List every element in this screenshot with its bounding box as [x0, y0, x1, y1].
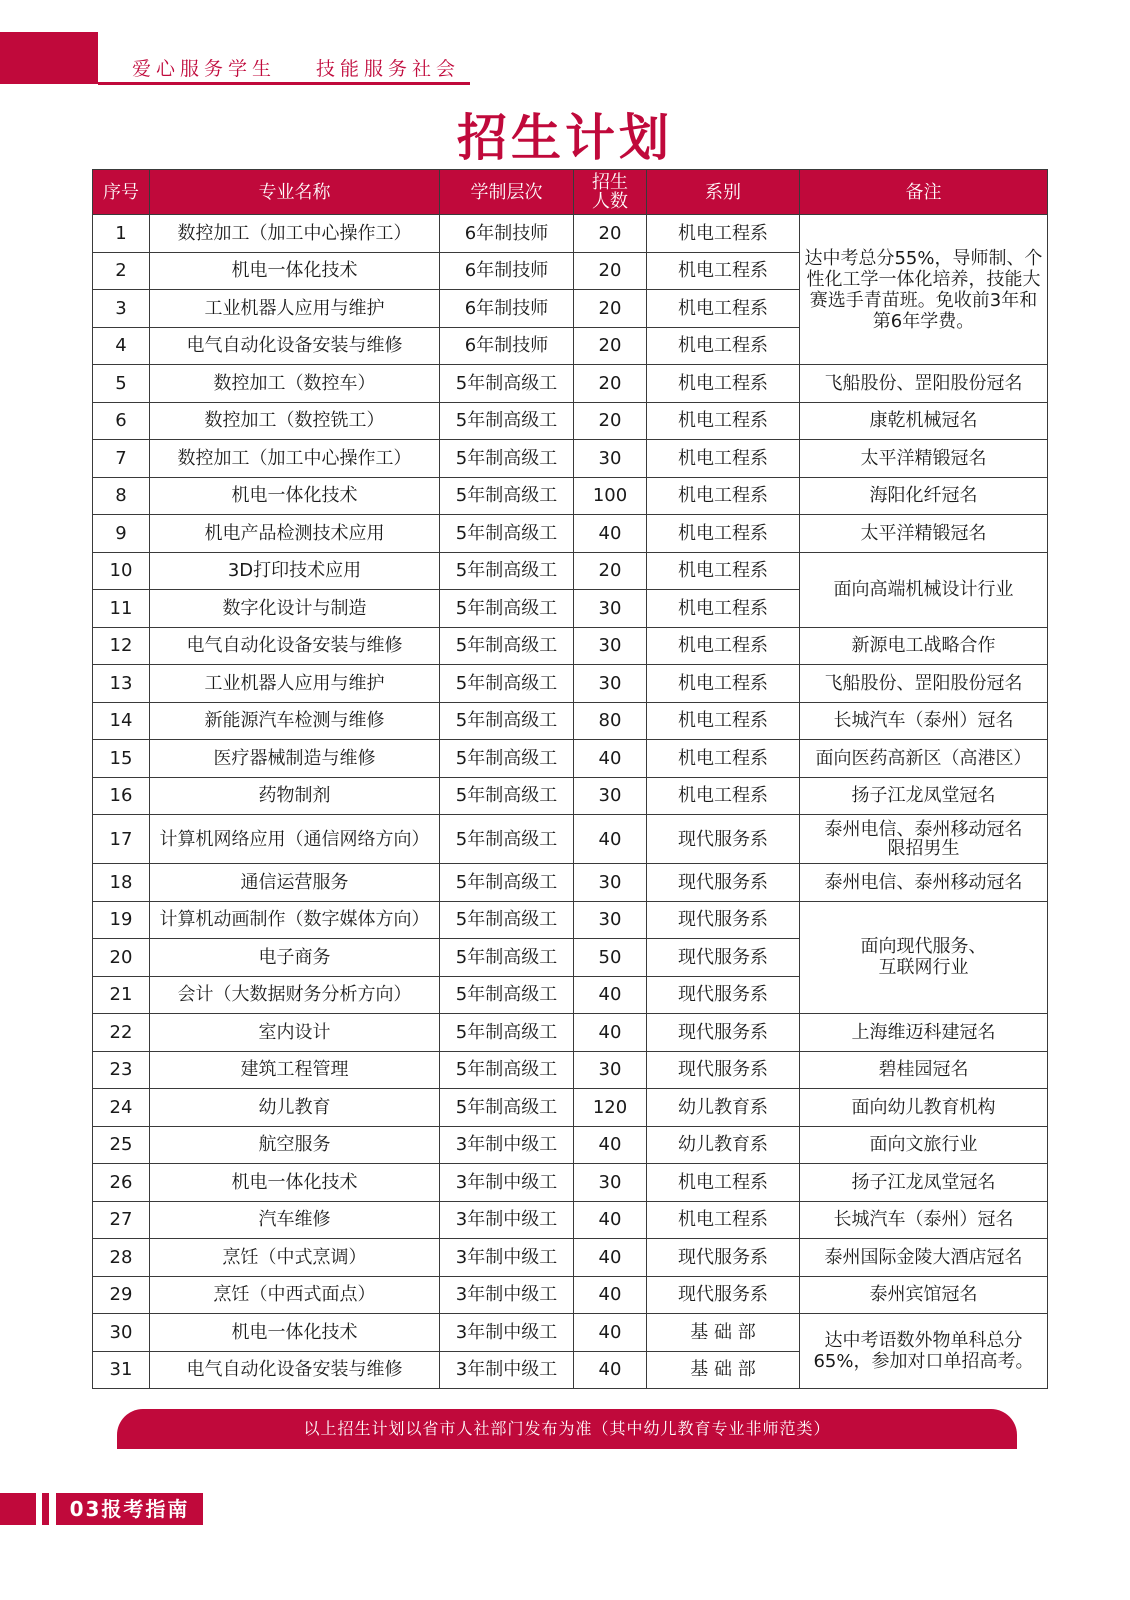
row-major: 数控加工（数控铣工） [150, 402, 440, 440]
row-note: 太平洋精锻冠名 [800, 440, 1048, 478]
row-no: 9 [93, 515, 150, 553]
row-no: 30 [93, 1314, 150, 1352]
row-dept: 机电工程系 [647, 740, 800, 778]
table-row [93, 901, 1048, 939]
row-major: 机电一体化技术 [150, 477, 440, 515]
row-count: 100 [574, 477, 647, 515]
row-level: 3年制中级工 [440, 1164, 574, 1202]
row-level: 5年制高级工 [440, 590, 574, 628]
row-dept: 基 础 部 [647, 1314, 800, 1352]
row-count: 40 [574, 1314, 647, 1352]
row-dept: 机电工程系 [647, 290, 800, 328]
row-level: 3年制中级工 [440, 1276, 574, 1314]
row-dept: 机电工程系 [647, 365, 800, 403]
row-no: 12 [93, 627, 150, 665]
row-no: 21 [93, 976, 150, 1014]
row-count: 20 [574, 215, 647, 253]
table-row [93, 777, 1048, 815]
row-dept: 幼儿教育系 [647, 1089, 800, 1127]
row-count: 40 [574, 1351, 647, 1389]
row-major: 电气自动化设备安装与维修 [150, 327, 440, 365]
row-major: 数控加工（数控车） [150, 365, 440, 403]
row-count: 40 [574, 740, 647, 778]
footer-accent-bar [42, 1493, 49, 1525]
table-row [93, 1126, 1048, 1164]
row-major: 机电产品检测技术应用 [150, 515, 440, 553]
row-no: 13 [93, 665, 150, 703]
row-note: 面向医药高新区（高港区） [800, 740, 1048, 778]
row-no: 23 [93, 1051, 150, 1089]
row-dept: 机电工程系 [647, 665, 800, 703]
row-dept: 机电工程系 [647, 1201, 800, 1239]
row-level: 5年制高级工 [440, 1089, 574, 1127]
row-count: 30 [574, 864, 647, 902]
row-no: 16 [93, 777, 150, 815]
row-dept: 现代服务系 [647, 815, 800, 864]
row-count: 40 [574, 1014, 647, 1052]
row-major: 烹饪（中式烹调） [150, 1239, 440, 1277]
row-no: 20 [93, 939, 150, 977]
row-note: 长城汽车（泰州）冠名 [800, 702, 1048, 740]
row-no: 4 [93, 327, 150, 365]
row-count: 30 [574, 1051, 647, 1089]
row-note: 扬子江龙凤堂冠名 [800, 1164, 1048, 1202]
row-count: 20 [574, 552, 647, 590]
row-dept: 现代服务系 [647, 1239, 800, 1277]
row-count: 120 [574, 1089, 647, 1127]
row-level: 5年制高级工 [440, 515, 574, 553]
header-level: 学制层次 [440, 170, 574, 215]
row-major: 机电一体化技术 [150, 252, 440, 290]
row-no: 31 [93, 1351, 150, 1389]
row-note: 面向幼儿教育机构 [800, 1089, 1048, 1127]
table-row [93, 665, 1048, 703]
row-count: 30 [574, 777, 647, 815]
row-note [800, 815, 1048, 864]
row-note: 康乾机械冠名 [800, 402, 1048, 440]
row-count: 30 [574, 665, 647, 703]
row-level: 5年制高级工 [440, 901, 574, 939]
row-dept: 现代服务系 [647, 939, 800, 977]
row-level: 5年制高级工 [440, 939, 574, 977]
merged-note-rows-30-31: 达中考语数外物单科总分65%，参加对口单招高考。 [800, 1314, 1048, 1389]
row-note: 飞船股份、罡阳股份冠名 [800, 365, 1048, 403]
row-dept: 机电工程系 [647, 515, 800, 553]
row-level: 5年制高级工 [440, 864, 574, 902]
enrollment-table [92, 169, 1048, 1389]
row-count: 40 [574, 1201, 647, 1239]
row-count: 20 [574, 365, 647, 403]
row-dept: 机电工程系 [647, 627, 800, 665]
row-note: 飞船股份、罡阳股份冠名 [800, 665, 1048, 703]
row-count: 50 [574, 939, 647, 977]
header-major: 专业名称 [150, 170, 440, 215]
row-no: 28 [93, 1239, 150, 1277]
row-major: 机电一体化技术 [150, 1164, 440, 1202]
row-count: 40 [574, 1276, 647, 1314]
row-level: 5年制高级工 [440, 402, 574, 440]
merged-note-line: 互联网行业 [878, 957, 969, 979]
row-dept: 机电工程系 [647, 215, 800, 253]
row-note-line: 泰州电信、泰州移动冠名 [824, 819, 1023, 840]
table-row [93, 1051, 1048, 1089]
row-major: 通信运营服务 [150, 864, 440, 902]
row-dept: 机电工程系 [647, 1164, 800, 1202]
row-count: 20 [574, 402, 647, 440]
row-level: 5年制高级工 [440, 665, 574, 703]
table-header-row [93, 170, 1048, 215]
header-accent-block [0, 32, 98, 84]
row-major: 数控加工（加工中心操作工） [150, 440, 440, 478]
row-dept: 机电工程系 [647, 477, 800, 515]
row-level: 6年制技师 [440, 252, 574, 290]
table-row [93, 864, 1048, 902]
row-level: 5年制高级工 [440, 365, 574, 403]
row-level: 5年制高级工 [440, 552, 574, 590]
row-note: 海阳化纤冠名 [800, 477, 1048, 515]
row-level: 6年制技师 [440, 290, 574, 328]
row-dept: 机电工程系 [647, 327, 800, 365]
row-no: 15 [93, 740, 150, 778]
row-dept: 机电工程系 [647, 552, 800, 590]
merged-note-rows-10-11: 面向高端机械设计行业 [800, 552, 1048, 627]
header-count [574, 170, 647, 215]
row-major: 数字化设计与制造 [150, 590, 440, 628]
table-row [93, 1014, 1048, 1052]
table-row [93, 1201, 1048, 1239]
row-no: 5 [93, 365, 150, 403]
row-major: 室内设计 [150, 1014, 440, 1052]
row-major: 建筑工程管理 [150, 1051, 440, 1089]
row-note-line: 限招男生 [887, 838, 960, 859]
row-major: 机电一体化技术 [150, 1314, 440, 1352]
footer-notice: 以上招生计划以省市人社部门发布为准（其中幼儿教育专业非师范类） [117, 1409, 1017, 1449]
row-no: 24 [93, 1089, 150, 1127]
row-no: 7 [93, 440, 150, 478]
row-level: 3年制中级工 [440, 1126, 574, 1164]
slogan-left: 爱心服务学生 [132, 58, 277, 80]
row-level: 5年制高级工 [440, 702, 574, 740]
table-row [93, 1164, 1048, 1202]
row-level: 3年制中级工 [440, 1314, 574, 1352]
row-major: 数控加工（加工中心操作工） [150, 215, 440, 253]
row-count: 20 [574, 327, 647, 365]
row-count: 40 [574, 815, 647, 864]
row-dept: 机电工程系 [647, 252, 800, 290]
row-no: 18 [93, 864, 150, 902]
row-level: 5年制高级工 [440, 1014, 574, 1052]
header-note: 备注 [800, 170, 1048, 215]
table-row [93, 515, 1048, 553]
row-major: 工业机器人应用与维护 [150, 665, 440, 703]
row-no: 10 [93, 552, 150, 590]
row-no: 17 [93, 815, 150, 864]
row-no: 8 [93, 477, 150, 515]
row-no: 27 [93, 1201, 150, 1239]
row-note: 面向文旅行业 [800, 1126, 1048, 1164]
row-note: 泰州国际金陵大酒店冠名 [800, 1239, 1048, 1277]
row-dept: 现代服务系 [647, 1276, 800, 1314]
row-count: 20 [574, 252, 647, 290]
row-no: 2 [93, 252, 150, 290]
row-level: 5年制高级工 [440, 440, 574, 478]
slogan-right: 技能服务社会 [316, 58, 461, 80]
merged-note-rows-1-4: 达中考总分55%，导师制、个性化工学一体化培养，技能大赛选手青苗班。免收前3年和第6年学费。 [800, 215, 1048, 365]
row-note: 太平洋精锻冠名 [800, 515, 1048, 553]
row-count: 40 [574, 1239, 647, 1277]
row-dept: 机电工程系 [647, 590, 800, 628]
row-no: 29 [93, 1276, 150, 1314]
row-count: 40 [574, 515, 647, 553]
row-dept: 现代服务系 [647, 1014, 800, 1052]
row-level: 5年制高级工 [440, 1051, 574, 1089]
row-count: 80 [574, 702, 647, 740]
row-level: 5年制高级工 [440, 815, 574, 864]
header-rule [98, 82, 470, 85]
row-no: 25 [93, 1126, 150, 1164]
row-major: 电子商务 [150, 939, 440, 977]
row-dept: 现代服务系 [647, 976, 800, 1014]
row-dept: 机电工程系 [647, 702, 800, 740]
row-major: 医疗器械制造与维修 [150, 740, 440, 778]
row-note: 碧桂园冠名 [800, 1051, 1048, 1089]
row-note: 长城汽车（泰州）冠名 [800, 1201, 1048, 1239]
row-no: 26 [93, 1164, 150, 1202]
header-no: 序号 [93, 170, 150, 215]
row-no: 3 [93, 290, 150, 328]
table-row [93, 815, 1048, 864]
row-dept: 幼儿教育系 [647, 1126, 800, 1164]
row-major: 3D打印技术应用 [150, 552, 440, 590]
table-row [93, 1239, 1048, 1277]
merged-note-line: 面向现代服务、 [860, 936, 987, 958]
page-title: 招生计划 [457, 109, 673, 167]
row-level: 5年制高级工 [440, 976, 574, 1014]
row-no: 1 [93, 215, 150, 253]
table-row [93, 1314, 1048, 1352]
table-row [93, 1089, 1048, 1127]
merged-note-rows-19-21 [800, 901, 1048, 1014]
row-count: 40 [574, 976, 647, 1014]
row-major: 汽车维修 [150, 1201, 440, 1239]
row-no: 6 [93, 402, 150, 440]
row-dept: 现代服务系 [647, 864, 800, 902]
page-label: 03报考指南 [56, 1493, 203, 1525]
row-level: 5年制高级工 [440, 627, 574, 665]
row-level: 3年制中级工 [440, 1239, 574, 1277]
row-count: 40 [574, 1126, 647, 1164]
row-level: 5年制高级工 [440, 740, 574, 778]
row-level: 6年制技师 [440, 327, 574, 365]
row-major: 药物制剂 [150, 777, 440, 815]
row-major: 工业机器人应用与维护 [150, 290, 440, 328]
row-note: 泰州宾馆冠名 [800, 1276, 1048, 1314]
row-major: 计算机动画制作（数字媒体方向） [150, 901, 440, 939]
row-major: 计算机网络应用（通信网络方向） [150, 815, 440, 864]
row-major: 幼儿教育 [150, 1089, 440, 1127]
row-note: 新源电工战略合作 [800, 627, 1048, 665]
row-major: 航空服务 [150, 1126, 440, 1164]
row-note: 上海维迈科建冠名 [800, 1014, 1048, 1052]
row-no: 22 [93, 1014, 150, 1052]
row-count: 30 [574, 440, 647, 478]
row-major: 新能源汽车检测与维修 [150, 702, 440, 740]
row-level: 5年制高级工 [440, 777, 574, 815]
row-dept: 基 础 部 [647, 1351, 800, 1389]
row-no: 11 [93, 590, 150, 628]
table-row [93, 740, 1048, 778]
row-no: 14 [93, 702, 150, 740]
row-count: 30 [574, 1164, 647, 1202]
row-dept: 机电工程系 [647, 777, 800, 815]
row-note: 泰州电信、泰州移动冠名 [800, 864, 1048, 902]
row-count: 20 [574, 290, 647, 328]
row-major: 电气自动化设备安装与维修 [150, 627, 440, 665]
table-row [93, 215, 1048, 253]
row-major: 烹饪（中西式面点） [150, 1276, 440, 1314]
table-row [93, 477, 1048, 515]
row-no: 19 [93, 901, 150, 939]
row-level: 3年制中级工 [440, 1201, 574, 1239]
row-level: 3年制中级工 [440, 1351, 574, 1389]
row-dept: 现代服务系 [647, 1051, 800, 1089]
table-row [93, 627, 1048, 665]
row-count: 30 [574, 901, 647, 939]
header-dept: 系别 [647, 170, 800, 215]
row-level: 6年制技师 [440, 215, 574, 253]
footer-accent-block [0, 1493, 36, 1525]
table-row [93, 552, 1048, 590]
row-major: 会计（大数据财务分析方向） [150, 976, 440, 1014]
header-count-label: 招生人数 [592, 172, 628, 212]
row-major: 电气自动化设备安装与维修 [150, 1351, 440, 1389]
row-level: 5年制高级工 [440, 477, 574, 515]
table-row [93, 440, 1048, 478]
row-count: 30 [574, 590, 647, 628]
table-row [93, 702, 1048, 740]
table-row [93, 402, 1048, 440]
row-dept: 机电工程系 [647, 440, 800, 478]
row-count: 30 [574, 627, 647, 665]
row-dept: 机电工程系 [647, 402, 800, 440]
table-row [93, 365, 1048, 403]
row-note: 扬子江龙凤堂冠名 [800, 777, 1048, 815]
row-dept: 现代服务系 [647, 901, 800, 939]
table-row [93, 1276, 1048, 1314]
